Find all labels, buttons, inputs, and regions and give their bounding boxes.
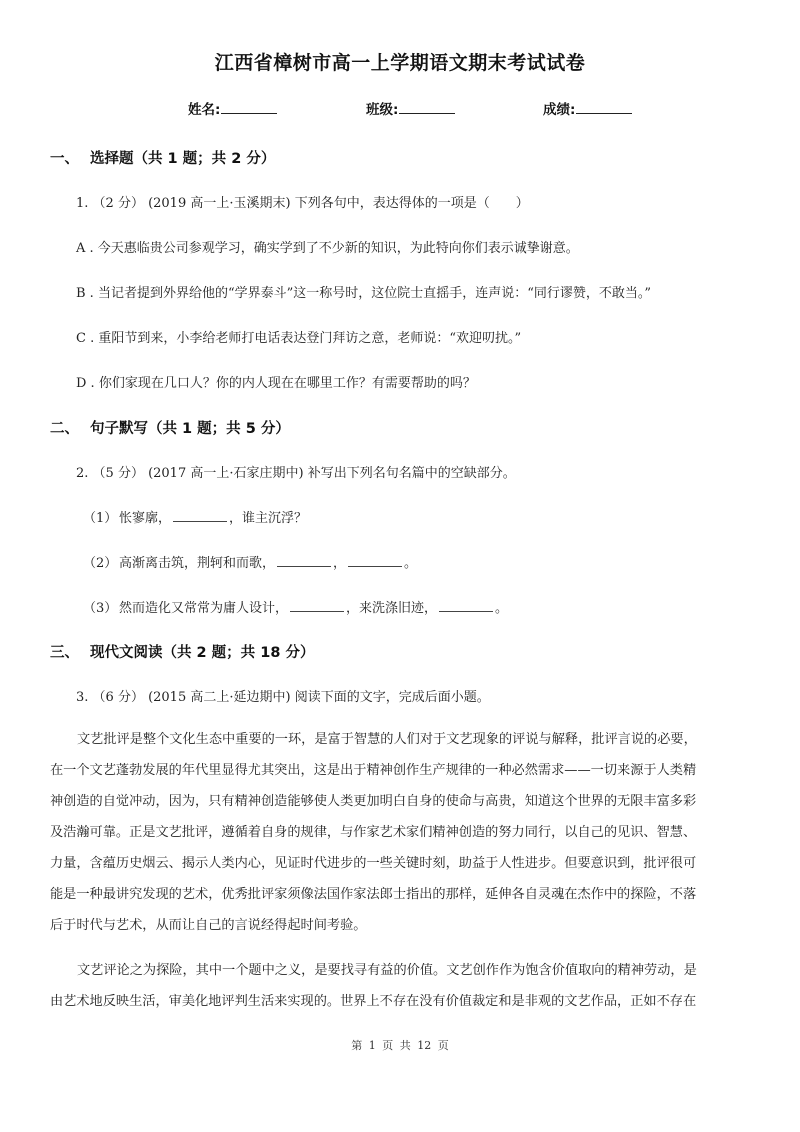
class-label: 班级: — [366, 102, 399, 118]
subitem-2 — [83, 552, 417, 571]
section-number: 三、 — [50, 645, 79, 661]
section-title: 现代文阅读（共 2 题；共 18 分） — [90, 645, 315, 661]
option-b[interactable]: B . 当记者提到外界给他的“学界泰斗”这一称号时，这位院士直摇手，连声说：“同行谬赞，不敢当。” — [76, 286, 652, 301]
option-c[interactable]: C . 重阳节到来，小李给老师打电话表达登门拜访之意，老师说：“欢迎叨扰。” — [76, 331, 522, 346]
subitem-3 — [83, 597, 508, 616]
passage-line: 文艺批评是整个文化生态中重要的一环，是富于智慧的人们对于文艺现象的评说与解释，批评言说的必要， — [77, 732, 697, 747]
subitem-1 — [83, 507, 307, 526]
section-title: 句子默写（共 1 题；共 5 分） — [90, 421, 290, 437]
name-blank[interactable] — [221, 101, 277, 114]
question-stem-1: 1. （2 分） (2019 高一上·玉溪期末) 下列各句中，表达得体的一项是（ ） — [76, 196, 529, 211]
subitem-text-mid: ， — [333, 556, 347, 571]
class-blank[interactable] — [399, 101, 455, 114]
name-label: 姓名: — [188, 102, 221, 118]
subitem-text-after: 。 — [495, 601, 509, 616]
fill-blank[interactable] — [290, 600, 344, 612]
passage-line: 后于时代与艺术，从而让自己的言说经得起时间考验。 — [50, 918, 367, 933]
section-number: 二、 — [50, 421, 79, 437]
section-title: 选择题（共 1 题；共 2 分） — [90, 151, 276, 167]
score-field[interactable] — [543, 98, 632, 118]
fill-blank[interactable] — [277, 555, 331, 567]
reading-passage-paragraph-2 — [50, 955, 750, 1017]
question-stem-3: 3. （6 分） (2015 高二上·延边期中) 阅读下面的文字，完成后面小题。 — [76, 690, 490, 705]
passage-line: 文艺评论之为探险，其中一个题中之义，是要找寻有益的价值。文艺创作作为饱含价值取向的精神劳动，是 — [77, 963, 697, 978]
section-heading-3 — [50, 641, 314, 662]
subitem-text-after: 。 — [404, 556, 418, 571]
subitem-label: （2） — [83, 556, 118, 571]
fill-blank[interactable] — [439, 600, 493, 612]
score-label: 成绩: — [543, 102, 576, 118]
option-d[interactable]: D . 你们家现在几口人？你的内人现在在哪里工作？有需要帮助的吗？ — [76, 376, 476, 391]
passage-line: 及浩瀚可靠。正是文艺批评，遵循着自身的规律，与作家艺术家们精神创造的努力同行，以自己的见识、智慧、 — [50, 825, 697, 840]
exam-title: 江西省樟树市高一上学期语文期末考试试卷 — [214, 52, 586, 74]
passage-line: 神创造的自觉冲动，因为，只有精神创造能够使人类更加明白自身的使命与高贵，知道这个世界的无限丰富多彩 — [50, 794, 697, 809]
passage-line: 能是一种最讲究发现的艺术，优秀批评家须像法国作家法郎士指出的那样，延伸各自灵魂在杰作中的探险，不落 — [50, 887, 697, 902]
page-number: 第 1 页 共 12 页 — [351, 1039, 449, 1052]
section-number: 一、 — [50, 151, 79, 167]
fill-blank[interactable] — [348, 555, 402, 567]
question-stem-2: 2. （5 分） (2017 高一上·石家庄期中) 补写出下列名句名篇中的空缺部分。 — [76, 466, 516, 481]
fill-blank[interactable] — [173, 510, 227, 522]
subitem-text-mid: ，来洗涤旧迹， — [346, 601, 438, 616]
passage-line: 在一个文艺蓬勃发展的年代里显得尤其突出，这是出于精神创作生产规律的一种必然需求——一切来源于人类精 — [50, 763, 697, 778]
passage-line: 由艺术地反映生活，审美化地评判生活来实现的。世界上不存在没有价值裁定和是非观的文艺作品，正如不存在 — [50, 994, 697, 1009]
subitem-label: （3） — [83, 601, 118, 616]
subitem-label: （1） — [83, 511, 118, 526]
class-field[interactable] — [366, 98, 455, 118]
section-heading-2 — [50, 417, 290, 438]
section-heading-1 — [50, 147, 275, 168]
score-blank[interactable] — [576, 101, 632, 114]
option-a[interactable]: A . 今天惠临贵公司参观学习，确实学到了不少新的知识，为此特向你们表示诚挚谢意。 — [76, 241, 579, 256]
passage-line: 力量，含蕴历史烟云、揭示人类内心，见证时代进步的一些关键时刻，助益于人性进步。但要意识到，批评很可 — [50, 856, 697, 871]
reading-passage-paragraph-1 — [50, 724, 750, 941]
subitem-text-mid: ，谁主沉浮？ — [229, 511, 308, 526]
name-field[interactable] — [188, 98, 277, 118]
subitem-text-before: 怅寥廓， — [119, 511, 172, 526]
subitem-text-before: 然而造化又常常为庸人设计， — [119, 601, 289, 616]
subitem-text-before: 高渐离击筑，荆轲和而歌， — [119, 556, 276, 571]
